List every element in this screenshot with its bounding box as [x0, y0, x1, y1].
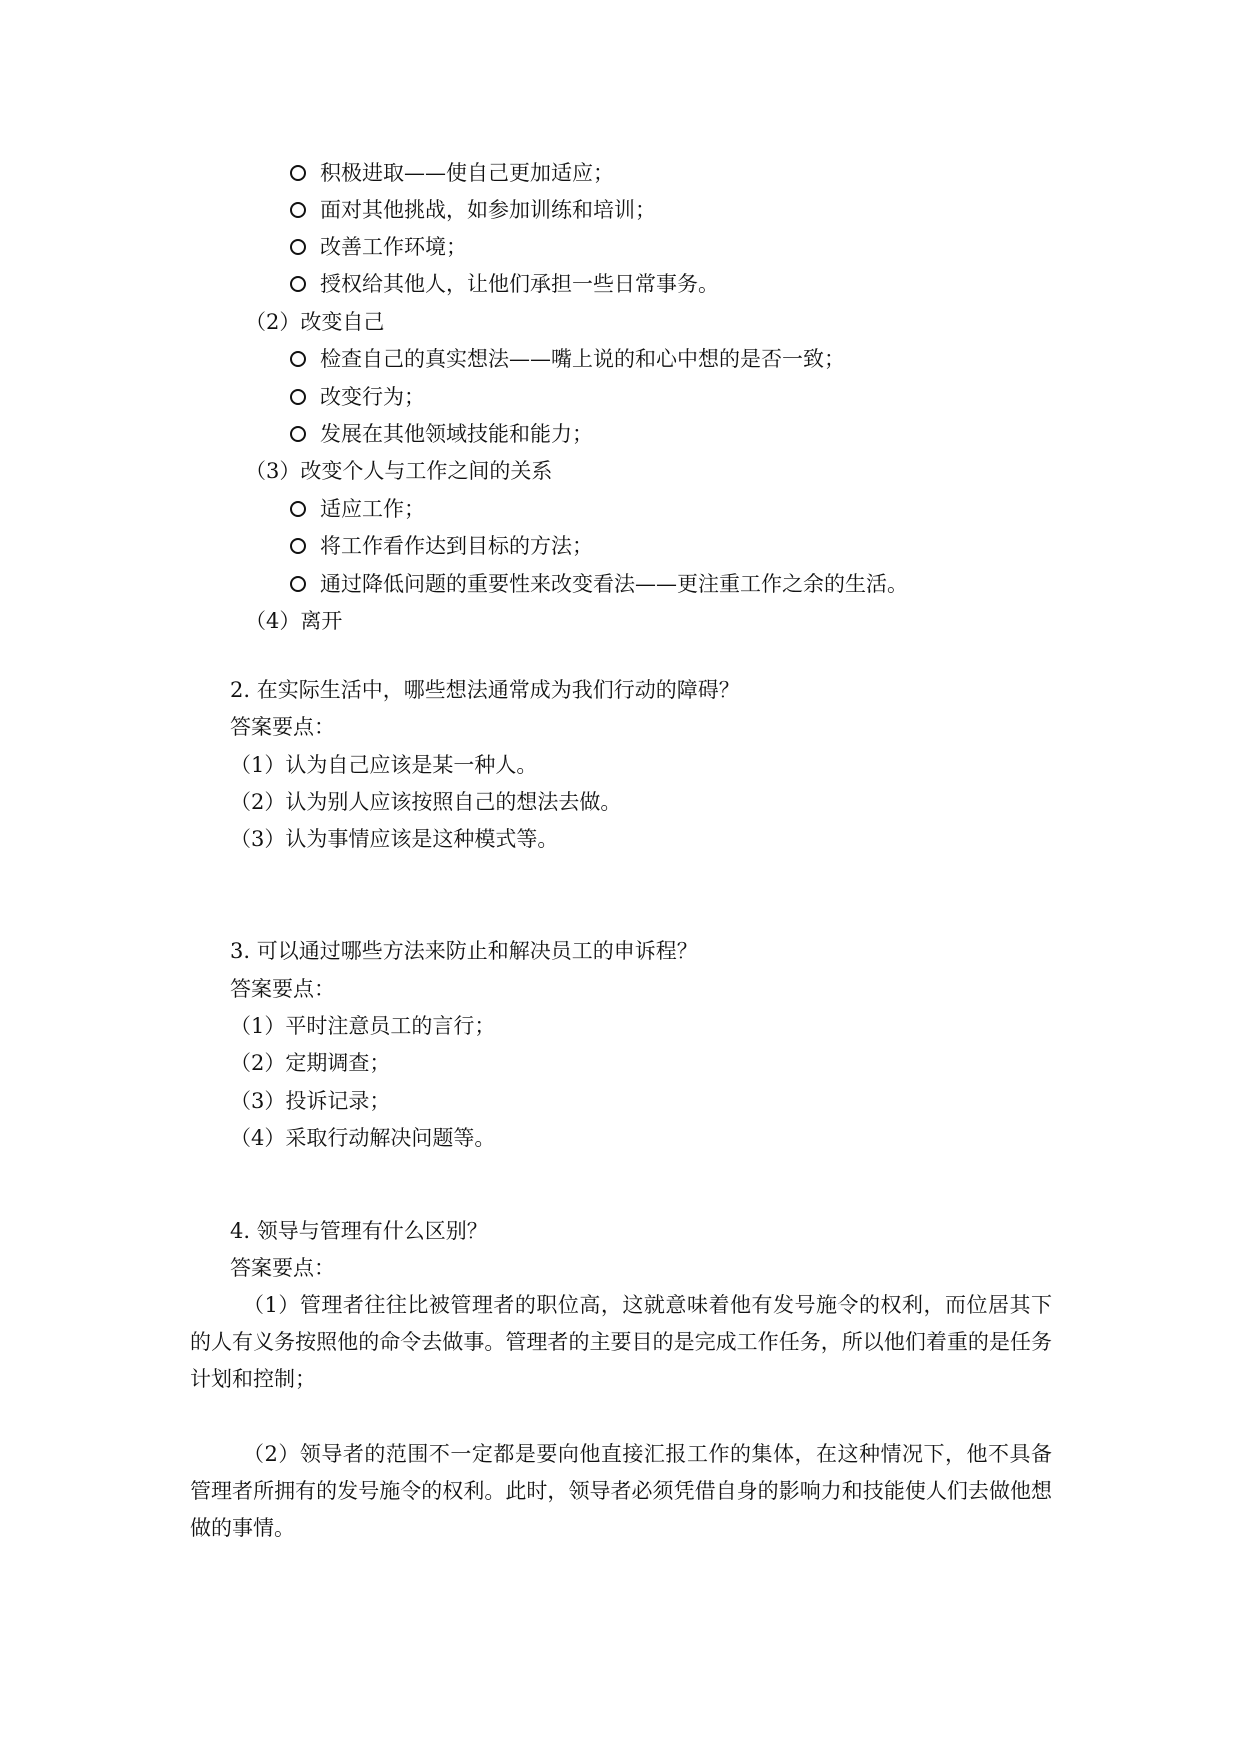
subheading: （2）改变自己 — [245, 310, 385, 334]
answer-item: （1）认为自己应该是某一种人。 — [230, 753, 538, 777]
list-item — [320, 533, 593, 559]
list-item-text: 通过降低问题的重要性来改变看法——更注重工作之余的生活。 — [320, 572, 908, 596]
bullet-circle-icon — [290, 538, 306, 554]
list-item-text: 将工作看作达到目标的方法； — [320, 534, 593, 558]
bullet-circle-icon — [290, 426, 306, 442]
bullet-circle-icon — [290, 576, 306, 592]
question-title: 2. 在实际生活中，哪些想法通常成为我们行动的障碍？ — [230, 678, 740, 702]
list-item — [320, 197, 656, 223]
answer-item: （3）认为事情应该是这种模式等。 — [230, 827, 559, 851]
question-title: 3. 可以通过哪些方法来防止和解决员工的申诉程？ — [230, 939, 698, 963]
answer-paragraph: （2）领导者的范围不一定都是要向他直接汇报工作的集体，在这种情况下，他不具备管理者所拥有的发号施令的权利。此时，领导者必须凭借自身的影响力和技能使人们去做他想做的事情。 — [190, 1442, 1052, 1540]
list-item — [320, 571, 908, 597]
list-item — [320, 160, 614, 186]
bullet-circle-icon — [290, 165, 306, 181]
bullet-circle-icon — [290, 389, 306, 405]
list-item-text: 改善工作环境； — [320, 235, 467, 259]
list-item — [320, 234, 467, 260]
list-item-text: 适应工作； — [320, 497, 425, 521]
answer-paragraph: （1）管理者往往比被管理者的职位高，这就意味着他有发号施令的权利，而位居其下的人有义务按照他的命令去做事。管理者的主要目的是完成工作任务，所以他们着重的是任务计划和控制； — [190, 1293, 1052, 1391]
list-item-text: 积极进取——使自己更加适应； — [320, 161, 614, 185]
list-item-text: 检查自己的真实想法——嘴上说的和心中想的是否一致； — [320, 347, 845, 371]
answer-item: （2）定期调查； — [230, 1051, 391, 1075]
question-title: 4. 领导与管理有什么区别？ — [230, 1219, 488, 1243]
answer-item: （4）采取行动解决问题等。 — [230, 1126, 496, 1150]
list-item-text: 发展在其他领域技能和能力； — [320, 422, 593, 446]
list-item — [320, 384, 425, 410]
bullet-circle-icon — [290, 276, 306, 292]
bullet-circle-icon — [290, 501, 306, 517]
answer-label: 答案要点： — [230, 715, 335, 739]
subheading: （4）离开 — [245, 609, 343, 633]
subheading: （3）改变个人与工作之间的关系 — [245, 459, 553, 483]
list-item — [320, 496, 425, 522]
bullet-circle-icon — [290, 351, 306, 367]
list-item — [320, 421, 593, 447]
list-item-text: 授权给其他人，让他们承担一些日常事务。 — [320, 272, 719, 296]
bullet-circle-icon — [290, 239, 306, 255]
list-item-text: 面对其他挑战，如参加训练和培训； — [320, 198, 656, 222]
answer-item: （1）平时注意员工的言行； — [230, 1014, 496, 1038]
answer-item: （2）认为别人应该按照自己的想法去做。 — [230, 790, 622, 814]
bullet-circle-icon — [290, 202, 306, 218]
answer-label: 答案要点： — [230, 977, 335, 1001]
list-item — [320, 346, 845, 372]
answer-item: （3）投诉记录； — [230, 1089, 391, 1113]
list-item — [320, 271, 719, 297]
answer-label: 答案要点： — [230, 1256, 335, 1280]
list-item-text: 改变行为； — [320, 385, 425, 409]
